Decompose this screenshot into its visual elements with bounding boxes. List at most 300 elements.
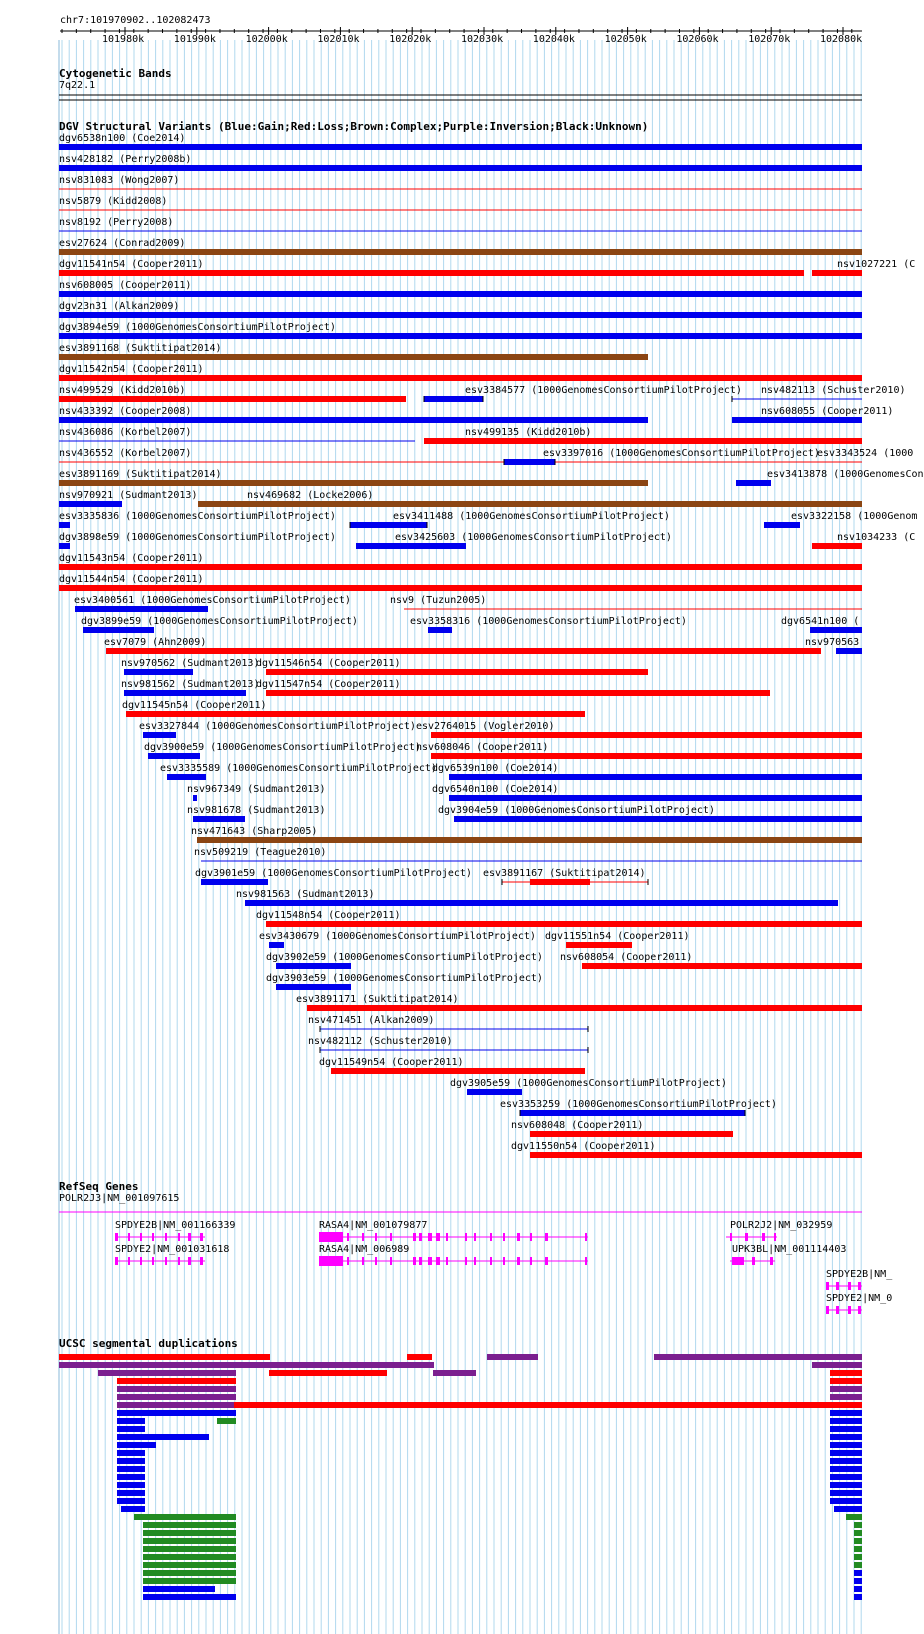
segdup-bar[interactable] (830, 1370, 862, 1376)
segdup-bar[interactable] (854, 1562, 862, 1568)
ruler-tick-label: 102040k (532, 34, 575, 45)
segdup-bar[interactable] (830, 1458, 862, 1464)
dgv-variant-bar[interactable] (428, 627, 452, 633)
segdup-bar[interactable] (117, 1378, 236, 1384)
dgv-feature-label[interactable]: nsv608048 (Cooper2011) (511, 1120, 644, 1131)
gene-exon[interactable] (436, 1257, 440, 1265)
dgv-feature-label[interactable]: esv3891167 (Suktitipat2014) (483, 868, 646, 879)
gene-exon[interactable] (465, 1257, 467, 1265)
segdup-bar[interactable] (846, 1514, 862, 1520)
dgv-feature-label[interactable]: nsv970563 (805, 637, 860, 648)
segdup-track-title[interactable]: UCSC segmental duplications (59, 1337, 238, 1350)
dgv-feature-label[interactable]: esv3335836 (1000GenomesConsortiumPilotProject) (59, 511, 336, 522)
gene-exon[interactable] (319, 1232, 343, 1242)
dgv-feature-label[interactable]: dgv23n31 (Alkan2009) (59, 301, 180, 312)
dgv-feature-label[interactable]: nsv981562 (Sudmant2013) (121, 679, 260, 690)
segdup-bar[interactable] (854, 1546, 862, 1552)
gene-exon[interactable] (419, 1257, 422, 1265)
gene-exon[interactable] (836, 1306, 839, 1314)
dgv-feature-label[interactable]: esv3335589 (1000GenomesConsortiumPilotProject) (160, 763, 437, 774)
dgv-variant-bar[interactable] (454, 816, 862, 822)
gene-exon[interactable] (517, 1233, 520, 1241)
segdup-bar[interactable] (117, 1402, 236, 1408)
dgv-variant-bar[interactable] (245, 900, 838, 906)
segdup-bar[interactable] (854, 1578, 862, 1584)
dgv-feature-label[interactable]: dgv11551n54 (Cooper2011) (545, 931, 690, 942)
dgv-variant-bar[interactable] (59, 312, 862, 318)
segdup-bar[interactable] (830, 1450, 862, 1456)
dgv-variant-bar[interactable] (276, 984, 351, 990)
dgv-feature-label[interactable]: esv3891169 (Suktitipat2014) (59, 469, 222, 480)
segdup-bar[interactable] (487, 1354, 538, 1360)
gene-exon[interactable] (115, 1257, 118, 1265)
dgv-variant-bar[interactable] (59, 396, 406, 402)
segdup-bar[interactable] (433, 1370, 476, 1376)
gene-exon[interactable] (848, 1306, 851, 1314)
gene-exon[interactable] (178, 1233, 180, 1241)
gene-exon[interactable] (165, 1257, 167, 1265)
dgv-variant-bar[interactable] (198, 501, 862, 507)
dgv-variant-bar[interactable] (197, 837, 862, 843)
dgv-feature-label[interactable]: esv3397016 (1000GenomesConsortiumPilotProject) (543, 448, 820, 459)
segdup-bar[interactable] (117, 1450, 145, 1456)
segdup-bar[interactable] (143, 1594, 236, 1600)
ruler-tick-label: 101990k (173, 34, 216, 45)
gene-exon[interactable] (474, 1257, 476, 1265)
ruler-tick-label: 102050k (604, 34, 647, 45)
dgv-feature-label[interactable]: nsv8192 (Perry2008) (59, 217, 174, 228)
segdup-bar[interactable] (117, 1474, 145, 1480)
dgv-feature-label[interactable]: esv2764015 (Vogler2010) (416, 721, 555, 732)
dgv-variant-bar[interactable] (193, 816, 245, 822)
segdup-bar[interactable] (117, 1466, 145, 1472)
segdup-bar[interactable] (854, 1538, 862, 1544)
segdup-bar[interactable] (854, 1522, 862, 1528)
dgv-feature-label[interactable]: dgv3898e59 (1000GenomesConsortiumPilotProject) (59, 532, 336, 543)
dgv-feature-label[interactable]: esv3891171 (Suktitipat2014) (296, 994, 459, 1005)
gene-exon[interactable] (826, 1306, 829, 1314)
dgv-feature-label[interactable]: esv3384577 (1000GenomesConsortiumPilotProject) (465, 385, 742, 396)
segdup-bar[interactable] (117, 1394, 236, 1400)
gene-exon[interactable] (419, 1233, 422, 1241)
dgv-feature-label[interactable]: dgv11546n54 (Cooper2011) (256, 658, 401, 669)
ruler-tick-label: 102060k (676, 34, 719, 45)
dgv-variant-bar[interactable] (83, 627, 154, 633)
gene-exon[interactable] (490, 1257, 492, 1265)
segdup-bar[interactable] (830, 1426, 862, 1432)
dgv-variant-bar[interactable] (424, 438, 862, 444)
segdup-bar[interactable] (812, 1362, 862, 1368)
segdup-bar[interactable] (117, 1410, 236, 1416)
dgv-variant-bar[interactable] (764, 522, 800, 528)
ruler-tick-label: 102080k (820, 34, 863, 45)
gene-exon[interactable] (362, 1257, 364, 1265)
gene-exon[interactable] (128, 1233, 130, 1241)
segdup-bar[interactable] (854, 1594, 862, 1600)
gene-exon[interactable] (140, 1257, 142, 1265)
gene-exon[interactable] (152, 1257, 154, 1265)
dgv-feature-label[interactable]: dgv6539n100 (Coe2014) (432, 763, 559, 774)
dgv-feature-label[interactable]: nsv1034233 (C (837, 532, 916, 543)
gene-exon[interactable] (428, 1257, 432, 1265)
dgv-variant-bar[interactable] (582, 963, 862, 969)
gene-exon[interactable] (152, 1233, 154, 1241)
dgv-feature-label[interactable]: dgv11550n54 (Cooper2011) (511, 1141, 656, 1152)
segdup-bar[interactable] (143, 1546, 236, 1552)
segdup-bar[interactable] (143, 1538, 236, 1544)
segdup-bar[interactable] (830, 1410, 862, 1416)
dgv-variant-bar[interactable] (59, 333, 862, 339)
dgv-variant-bar[interactable] (736, 480, 771, 486)
dgv-feature-label[interactable]: nsv970921 (Sudmant2013) (59, 490, 198, 501)
ruler-tick-label: 102000k (245, 34, 288, 45)
dgv-feature-label[interactable]: esv3327844 (1000GenomesConsortiumPilotProject) (139, 721, 416, 732)
gene-exon[interactable] (762, 1233, 765, 1241)
gene-exon[interactable] (428, 1233, 432, 1241)
dgv-feature-label[interactable]: nsv471451 (Alkan2009) (308, 1015, 435, 1026)
segdup-bar[interactable] (143, 1578, 236, 1584)
segdup-bar[interactable] (59, 1354, 270, 1360)
gene-exon[interactable] (503, 1257, 505, 1265)
dgv-feature-label[interactable]: nsv469682 (Locke2006) (247, 490, 374, 501)
gene-exon[interactable] (188, 1233, 191, 1241)
gene-exon[interactable] (530, 1257, 532, 1265)
refseq-gene-label[interactable]: SPDYE2|NM_001031618 (115, 1244, 230, 1255)
dgv-feature-label[interactable]: nsv831083 (Wong2007) (59, 175, 180, 186)
segdup-bar[interactable] (143, 1570, 236, 1576)
dgv-feature-label[interactable]: dgv3894e59 (1000GenomesConsortiumPilotProject) (59, 322, 336, 333)
segdup-bar[interactable] (117, 1458, 145, 1464)
dgv-variant-bar[interactable] (59, 543, 70, 549)
segdup-bar[interactable] (117, 1426, 145, 1432)
gene-exon[interactable] (730, 1233, 732, 1241)
segdup-bar[interactable] (117, 1482, 145, 1488)
refseq-gene-label[interactable]: SPDYE2B|NM_ (826, 1269, 893, 1280)
segdup-bar[interactable] (830, 1490, 862, 1496)
cytoband-track-title[interactable]: Cytogenetic Bands (59, 67, 172, 80)
dgv-feature-label[interactable]: nsv981563 (Sudmant2013) (236, 889, 375, 900)
dgv-feature-label[interactable]: dgv11549n54 (Cooper2011) (319, 1057, 464, 1068)
segdup-bar[interactable] (143, 1586, 215, 1592)
segdup-bar[interactable] (117, 1498, 145, 1504)
dgv-feature-label[interactable]: esv3358316 (1000GenomesConsortiumPilotProject) (410, 616, 687, 627)
dgv-variant-bar[interactable] (167, 774, 206, 780)
gene-exon[interactable] (188, 1257, 191, 1265)
gene-exon[interactable] (115, 1233, 118, 1241)
dgv-feature-label[interactable]: esv3413878 (1000GenomesCon (767, 469, 924, 480)
dgv-variant-bar[interactable] (124, 690, 246, 696)
segdup-bar[interactable] (830, 1434, 862, 1440)
dgv-variant-bar[interactable] (59, 417, 648, 423)
dgv-feature-label[interactable]: nsv9 (Tuzun2005) (390, 595, 487, 606)
dgv-feature-label[interactable]: dgv11542n54 (Cooper2011) (59, 364, 204, 375)
gene-exon[interactable] (474, 1233, 476, 1241)
dgv-feature-label[interactable]: nsv608005 (Cooper2011) (59, 280, 192, 291)
segdup-bar[interactable] (854, 1530, 862, 1536)
dgv-feature-label[interactable]: esv3430679 (1000GenomesConsortiumPilotProject) (259, 931, 536, 942)
dgv-feature-label[interactable]: nsv471643 (Sharp2005) (191, 826, 318, 837)
dgv-feature-label[interactable]: nsv499529 (Kidd2010b) (59, 385, 186, 396)
dgv-feature-label[interactable]: nsv608046 (Cooper2011) (416, 742, 549, 753)
refseq-gene-label[interactable]: RASA4|NM_006989 (319, 1244, 410, 1255)
gene-exon[interactable] (858, 1306, 861, 1314)
gene-exon[interactable] (362, 1233, 364, 1241)
gene-exon[interactable] (436, 1233, 440, 1241)
dgv-variant-bar[interactable] (266, 669, 648, 675)
gene-exon[interactable] (178, 1257, 180, 1265)
dgv-feature-label[interactable]: esv3343524 (1000 (817, 448, 914, 459)
segdup-bar[interactable] (117, 1442, 156, 1448)
dgv-variant-bar[interactable] (126, 711, 585, 717)
segdup-bar[interactable] (143, 1562, 236, 1568)
dgv-feature-label[interactable]: dgv6541n100 ( (781, 616, 860, 627)
segdup-bar[interactable] (269, 1370, 387, 1376)
gene-exon[interactable] (732, 1257, 744, 1265)
segdup-bar[interactable] (134, 1514, 236, 1520)
dgv-feature-label[interactable]: nsv981678 (Sudmant2013) (187, 805, 326, 816)
dgv-feature-label[interactable]: dgv3902e59 (1000GenomesConsortiumPilotProject) (266, 952, 543, 963)
dgv-variant-bar[interactable] (350, 522, 427, 528)
gene-exon[interactable] (140, 1233, 142, 1241)
dgv-feature-label[interactable]: nsv5879 (Kidd2008) (59, 196, 168, 207)
gene-exon[interactable] (826, 1282, 829, 1290)
dgv-feature-label[interactable]: esv3425603 (1000GenomesConsortiumPilotProject) (395, 532, 672, 543)
dgv-variant-bar[interactable] (59, 501, 122, 507)
dgv-variant-bar[interactable] (812, 270, 862, 276)
dgv-feature-label[interactable]: esv7079 (Ahn2009) (104, 637, 207, 648)
gene-exon[interactable] (770, 1257, 773, 1265)
dgv-variant-bar[interactable] (59, 522, 70, 528)
gene-exon[interactable] (774, 1233, 776, 1241)
gene-exon[interactable] (446, 1233, 448, 1241)
dgv-feature-label[interactable]: dgv11541n54 (Cooper2011) (59, 259, 204, 270)
dgv-feature-label[interactable]: dgv3905e59 (1000GenomesConsortiumPilotProject) (450, 1078, 727, 1089)
refseq-gene-label[interactable]: UPK3BL|NM_001114403 (732, 1244, 847, 1255)
dgv-variant-bar[interactable] (530, 1152, 862, 1158)
ruler-tick-label: 102030k (461, 34, 504, 45)
dgv-feature-label[interactable]: dgv11545n54 (Cooper2011) (122, 700, 267, 711)
dgv-feature-label[interactable]: nsv499135 (Kidd2010b) (465, 427, 592, 438)
dgv-variant-bar[interactable] (143, 732, 176, 738)
refseq-track-title[interactable]: RefSeq Genes (59, 1180, 139, 1193)
dgv-variant-bar[interactable] (431, 732, 862, 738)
segdup-bar[interactable] (830, 1482, 862, 1488)
gene-exon[interactable] (490, 1233, 492, 1241)
dgv-variant-bar[interactable] (266, 921, 862, 927)
refseq-gene-label[interactable]: POLR2J2|NM_032959 (730, 1220, 833, 1231)
dgv-track-title[interactable]: DGV Structural Variants (Blue:Gain;Red:Loss;Brown:Complex;Purple:Inversion;Black:Unknown) (59, 120, 649, 133)
dgv-variant-bar[interactable] (75, 606, 208, 612)
segdup-bar[interactable] (217, 1418, 236, 1424)
segdup-bar[interactable] (117, 1386, 236, 1392)
dgv-variant-bar[interactable] (307, 1005, 862, 1011)
dgv-variant-bar[interactable] (59, 165, 862, 171)
dgv-variant-bar[interactable] (266, 690, 770, 696)
gene-exon[interactable] (390, 1233, 392, 1241)
refseq-gene-label[interactable]: POLR2J3|NM_001097615 (59, 1193, 180, 1204)
dgv-feature-label[interactable]: dgv6540n100 (Coe2014) (432, 784, 559, 795)
segdup-bar[interactable] (143, 1554, 236, 1560)
gene-exon[interactable] (128, 1257, 130, 1265)
segdup-bar[interactable] (407, 1354, 432, 1360)
dgv-feature-label[interactable]: dgv3901e59 (1000GenomesConsortiumPilotProject) (195, 868, 472, 879)
gene-exon[interactable] (375, 1233, 377, 1241)
dgv-variant-bar[interactable] (59, 564, 862, 570)
segdup-bar[interactable] (830, 1378, 862, 1384)
dgv-feature-label[interactable]: nsv428182 (Perry2008b) (59, 154, 192, 165)
segdup-bar[interactable] (121, 1506, 145, 1512)
gene-exon[interactable] (413, 1257, 416, 1265)
segdup-bar[interactable] (654, 1354, 862, 1360)
segdup-bar[interactable] (830, 1418, 862, 1424)
dgv-feature-label[interactable]: esv3891168 (Suktitipat2014) (59, 343, 222, 354)
gene-exon[interactable] (848, 1282, 851, 1290)
dgv-variant-bar[interactable] (356, 543, 466, 549)
gene-exon[interactable] (200, 1233, 203, 1241)
segdup-bar[interactable] (854, 1586, 862, 1592)
dgv-variant-bar[interactable] (467, 1089, 522, 1095)
segdup-bar[interactable] (830, 1442, 862, 1448)
segdup-bar[interactable] (143, 1530, 236, 1536)
position-label: chr7:101970902..102082473 (60, 15, 211, 26)
dgv-variant-bar[interactable] (530, 879, 590, 885)
gene-exon[interactable] (465, 1233, 467, 1241)
gene-exon[interactable] (745, 1233, 748, 1241)
segdup-bar[interactable] (830, 1474, 862, 1480)
dgv-feature-label[interactable]: esv3400561 (1000GenomesConsortiumPilotProject) (74, 595, 351, 606)
dgv-feature-label[interactable]: nsv608055 (Cooper2011) (761, 406, 894, 417)
dgv-variant-bar[interactable] (269, 942, 284, 948)
dgv-variant-bar[interactable] (201, 879, 268, 885)
segdup-bar[interactable] (830, 1386, 862, 1392)
dgv-variant-bar[interactable] (59, 375, 862, 381)
dgv-variant-bar[interactable] (59, 585, 862, 591)
gene-exon[interactable] (858, 1282, 861, 1290)
segdup-bar[interactable] (117, 1418, 145, 1424)
dgv-feature-label[interactable]: nsv433392 (Cooper2008) (59, 406, 192, 417)
dgv-variant-bar[interactable] (504, 459, 555, 465)
gene-exon[interactable] (390, 1257, 392, 1265)
gene-exon[interactable] (545, 1233, 548, 1241)
gene-exon[interactable] (545, 1257, 548, 1265)
dgv-variant-bar[interactable] (276, 963, 351, 969)
gene-exon[interactable] (319, 1256, 343, 1266)
segdup-bar[interactable] (854, 1570, 862, 1576)
dgv-feature-label[interactable]: esv3353259 (1000GenomesConsortiumPilotProject) (500, 1099, 777, 1110)
dgv-variant-bar[interactable] (566, 942, 632, 948)
dgv-feature-label[interactable]: nsv436552 (Korbel2007) (59, 448, 192, 459)
segdup-bar[interactable] (830, 1394, 862, 1400)
dgv-feature-label[interactable]: dgv3899e59 (1000GenomesConsortiumPilotProject) (81, 616, 358, 627)
gene-exon[interactable] (517, 1257, 520, 1265)
dgv-feature-label[interactable]: dgv3903e59 (1000GenomesConsortiumPilotProject) (266, 973, 543, 984)
dgv-feature-label[interactable]: nsv436086 (Korbel2007) (59, 427, 192, 438)
dgv-feature-label[interactable]: dgv11544n54 (Cooper2011) (59, 574, 204, 585)
segdup-bar[interactable] (834, 1506, 862, 1512)
dgv-variant-bar[interactable] (331, 1068, 585, 1074)
gene-exon[interactable] (347, 1257, 349, 1265)
dgv-feature-label[interactable]: nsv482112 (Schuster2010) (308, 1036, 453, 1047)
segdup-bar[interactable] (117, 1490, 145, 1496)
dgv-variant-bar[interactable] (59, 480, 648, 486)
segdup-bar[interactable] (830, 1498, 862, 1504)
dgv-feature-label[interactable]: esv3411488 (1000GenomesConsortiumPilotProject) (393, 511, 670, 522)
ruler-tick-label: 102070k (748, 34, 791, 45)
segdup-bar[interactable] (117, 1434, 209, 1440)
dgv-variant-bar[interactable] (732, 417, 862, 423)
dgv-variant-bar[interactable] (124, 669, 193, 675)
dgv-feature-label[interactable]: dgv11547n54 (Cooper2011) (256, 679, 401, 690)
segdup-bar[interactable] (830, 1466, 862, 1472)
dgv-feature-label[interactable]: dgv6538n100 (Coe2014) (59, 133, 186, 144)
dgv-variant-bar[interactable] (148, 753, 200, 759)
cytoband-label: 7q22.1 (59, 80, 96, 91)
dgv-feature-label[interactable]: esv3322158 (1000Genom (791, 511, 918, 522)
gene-exon[interactable] (585, 1257, 587, 1265)
dgv-feature-label[interactable]: dgv11548n54 (Cooper2011) (256, 910, 401, 921)
ruler-tick-label: 102020k (389, 34, 432, 45)
dgv-variant-bar[interactable] (836, 648, 862, 654)
gene-exon[interactable] (530, 1233, 532, 1241)
dgv-feature-label[interactable]: esv27624 (Conrad2009) (59, 238, 186, 249)
gene-exon[interactable] (347, 1233, 349, 1241)
dgv-variant-bar[interactable] (59, 354, 648, 360)
dgv-variant-bar[interactable] (812, 543, 862, 549)
dgv-variant-bar[interactable] (449, 795, 862, 801)
dgv-feature-label[interactable]: nsv967349 (Sudmant2013) (187, 784, 326, 795)
gene-exon[interactable] (200, 1257, 203, 1265)
gene-exon[interactable] (413, 1233, 416, 1241)
gene-exon[interactable] (446, 1257, 448, 1265)
refseq-gene-label[interactable]: SPDYE2B|NM_001166339 (115, 1220, 236, 1231)
dgv-variant-bar[interactable] (431, 753, 862, 759)
gene-exon[interactable] (375, 1257, 377, 1265)
segdup-bar[interactable] (854, 1554, 862, 1560)
gene-exon[interactable] (585, 1233, 587, 1241)
dgv-variant-bar[interactable] (530, 1131, 733, 1137)
segdup-bar[interactable] (98, 1370, 236, 1376)
dgv-variant-bar[interactable] (106, 648, 821, 654)
segdup-bar[interactable] (234, 1402, 862, 1408)
dgv-variant-bar[interactable] (449, 774, 862, 780)
refseq-gene-label[interactable]: SPDYE2|NM_0 (826, 1293, 893, 1304)
dgv-variant-bar[interactable] (59, 144, 862, 150)
segdup-bar[interactable] (143, 1522, 236, 1528)
gene-exon[interactable] (752, 1257, 755, 1265)
dgv-feature-label[interactable]: dgv3904e59 (1000GenomesConsortiumPilotProject) (438, 805, 715, 816)
dgv-variant-bar[interactable] (59, 249, 862, 255)
gene-exon[interactable] (503, 1233, 505, 1241)
gene-exon[interactable] (836, 1282, 839, 1290)
refseq-gene-label[interactable]: RASA4|NM_001079877 (319, 1220, 428, 1231)
dgv-variant-bar[interactable] (424, 396, 483, 402)
dgv-feature-label[interactable]: nsv482113 (Schuster2010) (761, 385, 906, 396)
dgv-feature-label[interactable]: dgv11543n54 (Cooper2011) (59, 553, 204, 564)
dgv-variant-bar[interactable] (520, 1110, 745, 1116)
dgv-feature-label[interactable]: nsv1027221 (C (837, 259, 916, 270)
dgv-feature-label[interactable]: nsv608054 (Cooper2011) (560, 952, 693, 963)
dgv-feature-label[interactable]: nsv970562 (Sudmant2013) (121, 658, 260, 669)
dgv-variant-bar[interactable] (810, 627, 862, 633)
segdup-bar[interactable] (59, 1362, 434, 1368)
dgv-feature-label[interactable]: nsv509219 (Teague2010) (194, 847, 327, 858)
gene-exon[interactable] (165, 1233, 167, 1241)
ruler-tick-label: 101980k (102, 34, 145, 45)
dgv-feature-label[interactable]: dgv3900e59 (1000GenomesConsortiumPilotProject) (144, 742, 421, 753)
dgv-variant-bar[interactable] (59, 291, 862, 297)
dgv-variant-bar[interactable] (59, 270, 804, 276)
dgv-variant-bar[interactable] (193, 795, 197, 801)
